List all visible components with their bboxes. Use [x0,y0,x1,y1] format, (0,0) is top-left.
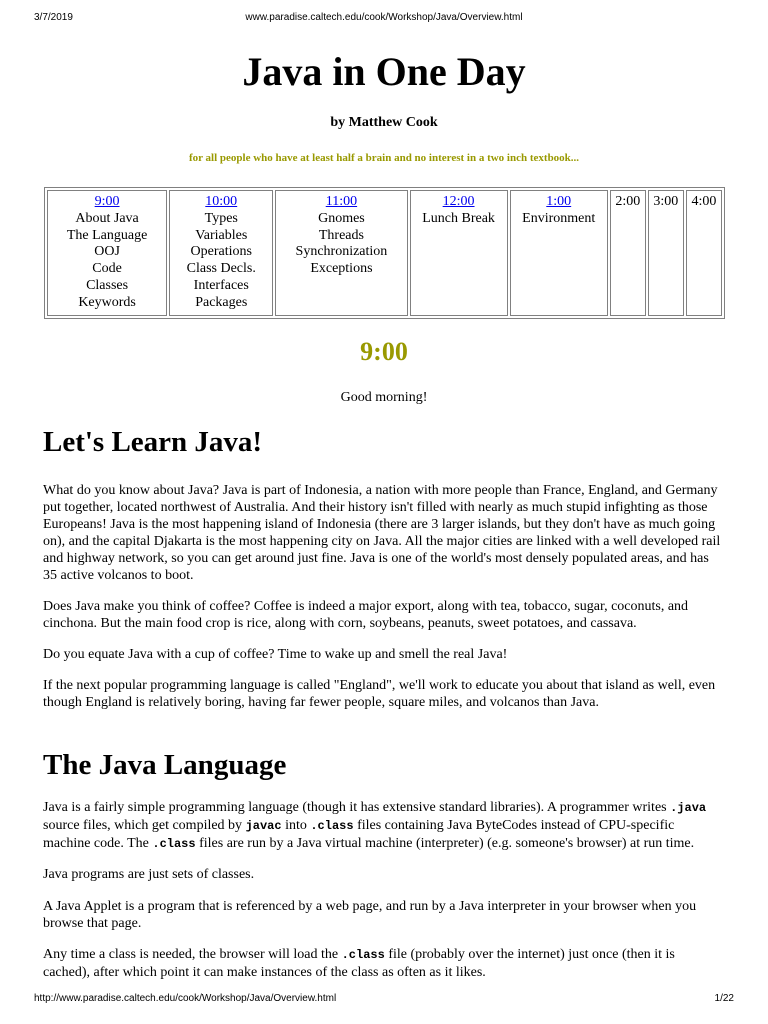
schedule-topic: OOJ [94,244,120,260]
schedule-topic: About Java [75,210,139,226]
schedule-topic: Exceptions [310,261,373,277]
paragraph: If the next popular programming language is called "England", we'll work to educate you about that island as well, even though England is relatively boring, having far fewer people, square miles, and volcanos than Java. [43,678,716,710]
print-footer-url: http://www.paradise.caltech.edu/cook/Workshop/Java/Overview.html [34,993,337,1004]
schedule-topic: Lunch Break [422,210,495,226]
page-number: 1/22 [714,993,734,1004]
print-header-url: www.paradise.caltech.edu/cook/Workshop/Java/Overview.html [245,12,523,23]
print-header [0,12,768,26]
paragraph: A Java Applet is a program that is referenced by a web page, and run by a Java interpreter in your browser when you browse that page. [43,899,697,931]
greeting: Good morning! [340,390,428,405]
tagline: for all people who have at least half a brain and no interest in a two inch textbook... [188,152,580,164]
time-heading: 9:00 [360,337,408,366]
schedule-topic: Threads [318,227,364,243]
text-run: files are run by a Java virtual machine (interpreter) (e.g. someone's browser) at run time. [195,836,695,851]
schedule-topic: Interfaces [193,277,249,293]
paragraph: What do you know about Java? Java is part of Indonesia, a nation with more people than France, England, and Germany put together, located northwest of Australia. And their history isn't filled with nearly as much stupid infighting as those Europeans! Java is the most happening island of Indonesia (there are 3 larger islands, but they don't have as much going on), and the capital Djakarta is the most happening city on Java. All the major cities are linked with a well developed rail and highway network, so you can get around just fine. Java is one of the world's most densely populated areas, and has 35 active volcanos to boot. [43,483,721,583]
schedule-row [47,190,722,316]
schedule-time: 2:00 [615,194,641,209]
text-run: files containing Java ByteCodes instead of CPU-specific machine code. The [43,818,675,851]
code-snippet: .class [152,837,196,851]
schedule-topic: Environment [522,210,596,226]
schedule-cell [169,190,273,316]
page-title: Java in One Day [242,49,526,94]
code-snippet: .class [310,819,354,833]
schedule-topic: Keywords [78,294,136,310]
schedule-topic: Types [204,210,238,226]
code-snippet: .java [670,801,707,815]
schedule-topic: Variables [195,227,248,243]
paragraph [43,799,725,853]
schedule-cell [686,190,722,316]
schedule-topic: Packages [195,294,248,310]
schedule-time-link[interactable]: 9:00 [94,194,120,209]
paragraph: Does Java make you think of coffee? Coffee is indeed a major export, along with tea, tobacco, sugar, coconuts, and cinchona. But the main food crop is rice, along with corn, soybeans, peanuts, sweet potatoes, and cassava. [43,599,689,631]
schedule-topic: Operations [190,244,252,260]
paragraph [43,946,725,981]
schedule-cell [47,190,167,316]
schedule-cell [610,190,646,316]
schedule-time: 3:00 [653,194,679,209]
schedule-time-link[interactable]: 10:00 [205,194,238,209]
schedule-cell [410,190,508,316]
code-snippet: javac [245,819,282,833]
schedule-topic: Class Decls. [186,261,256,277]
text-run: into [281,818,311,833]
schedule-topic: Synchronization [295,244,388,260]
text-run: source files, which get compiled by [43,818,246,833]
schedule-topic: Gnomes [318,210,365,226]
schedule-time-link[interactable]: 12:00 [442,194,475,209]
paragraph: Java programs are just sets of classes. [43,867,255,882]
schedule-topic: Classes [86,277,129,293]
code-snippet: .class [341,948,385,962]
section-heading-language: The Java Language [43,749,287,781]
schedule-topic: Code [92,261,122,277]
schedule-time-link[interactable]: 11:00 [325,194,358,209]
schedule-cell [648,190,684,316]
text-run: Any time a class is needed, the browser will load the [43,947,342,962]
print-date: 3/7/2019 [34,12,73,23]
schedule-cell [510,190,608,316]
section-heading-learn: Let's Learn Java! [43,426,263,458]
text-run: Java is a fairly simple programming language (though it has extensive standard libraries). A programmer writes [43,800,671,815]
schedule-topic: The Language [66,227,148,243]
print-footer [0,993,768,1007]
schedule-cell [275,190,407,316]
paragraph: Do you equate Java with a cup of coffee? Time to wake up and smell the real Java! [43,647,508,662]
schedule-table [44,187,725,319]
byline: by Matthew Cook [330,115,438,130]
text-run: file (probably over the internet) just once (then it is cached), after which point it can make instances of the class as often as it likes. [43,947,675,980]
schedule-time: 4:00 [691,194,717,209]
schedule-time-link[interactable]: 1:00 [546,194,572,209]
